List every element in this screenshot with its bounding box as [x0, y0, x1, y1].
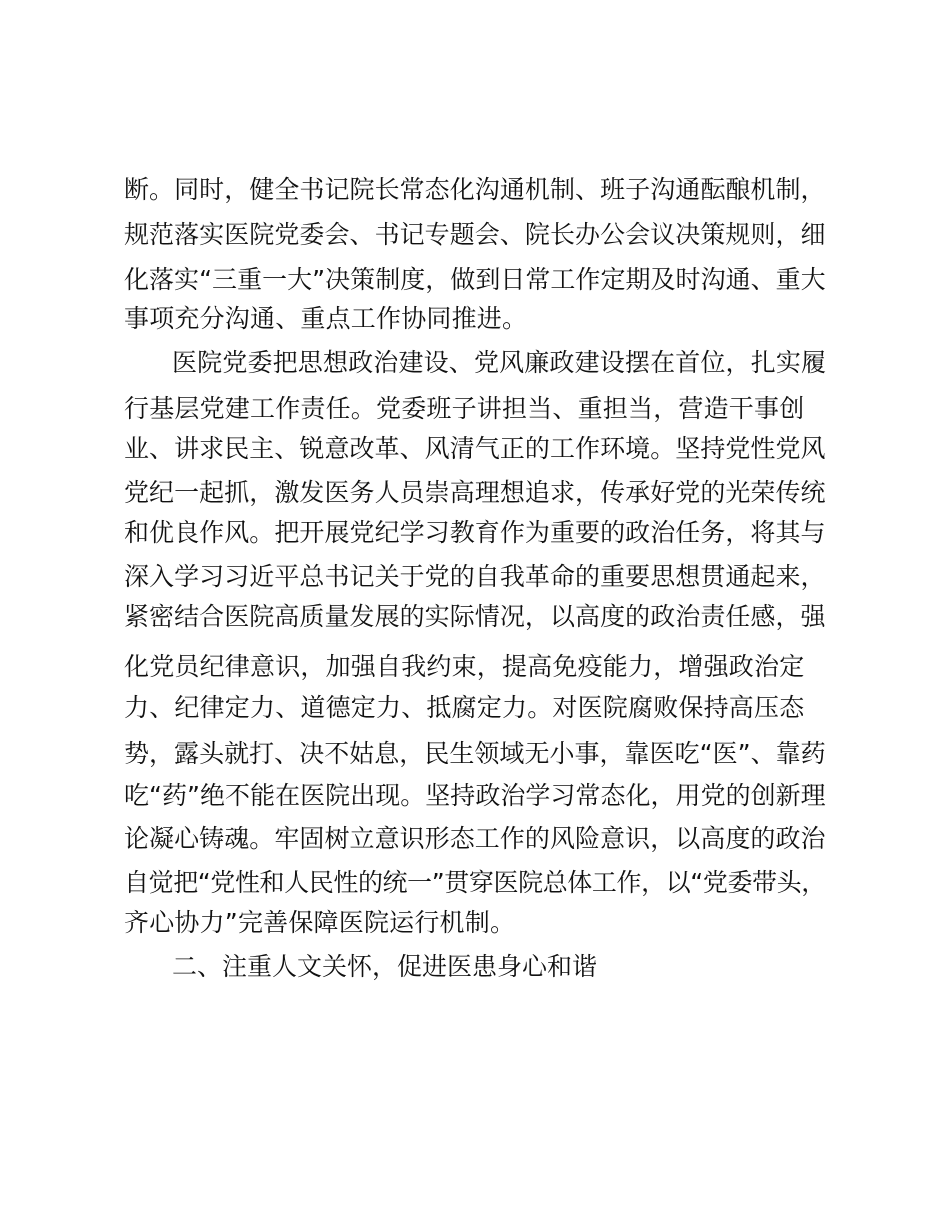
paragraph-2-line-11: 吃“药”绝不能在医院出现。坚持政治学习常态化，用党的创新理 [124, 781, 826, 810]
paragraph-2-line-2: 行基层党建工作责任。党委班子讲担当、重担当，营造干事创 [124, 394, 805, 423]
paragraph-2-line-3: 业、讲求民主、锐意改革、风清气正的工作环境。坚持党性党风 [124, 434, 826, 463]
paragraph-2-line-6: 深入学习习近平总书记关于党的自我革命的重要思想贯通起来， [124, 562, 826, 591]
paragraph-1-line-4: 事项充分沟通、重点工作协同推进。 [124, 304, 528, 333]
paragraph-1-line-3: 化落实“三重一大”决策制度，做到日常工作定期及时沟通、重大 [124, 265, 826, 294]
paragraph-2-line-1: 医院党委把思想政治建设、党风廉政建设摆在首位，扎实履 [172, 348, 827, 377]
paragraph-1-line-1: 断。同时，健全书记院长常态化沟通机制、班子沟通酝酿机制， [124, 175, 826, 204]
paragraph-2-line-12: 论凝心铸魂。牢固树立意识形态工作的风险意识，以高度的政治 [124, 824, 826, 853]
paragraph-2-line-10: 势，露头就打、决不姑息，民生领域无小事，靠医吃“医”、靠药 [124, 739, 826, 768]
paragraph-1-line-2: 规范落实医院党委会、书记专题会、院长办公会议决策规则，细 [124, 220, 826, 249]
section-heading: 二、注重人文关怀，促进医患身心和谐 [172, 952, 598, 981]
paragraph-2-line-13: 自觉把“党性和人民性的统一”贯穿医院总体工作，以“党委带头， [124, 868, 826, 897]
paragraph-2-line-4: 党纪一起抓，激发医务人员崇高理想追求，传承好党的光荣传统 [124, 478, 826, 507]
paragraph-2-line-5: 和优良作风。把开展党纪学习教育作为重要的政治任务，将其与 [124, 518, 826, 547]
paragraph-2-line-8: 化党员纪律意识，加强自我约束，提高免疫能力，增强政治定 [124, 652, 805, 681]
paragraph-2-line-9: 力、纪律定力、道德定力、抵腐定力。对医院腐败保持高压态 [124, 693, 805, 722]
paragraph-2-line-7: 紧密结合医院高质量发展的实际情况，以高度的政治责任感，强 [124, 602, 826, 631]
paragraph-2-line-14: 齐心协力”完善保障医院运行机制。 [124, 908, 516, 937]
